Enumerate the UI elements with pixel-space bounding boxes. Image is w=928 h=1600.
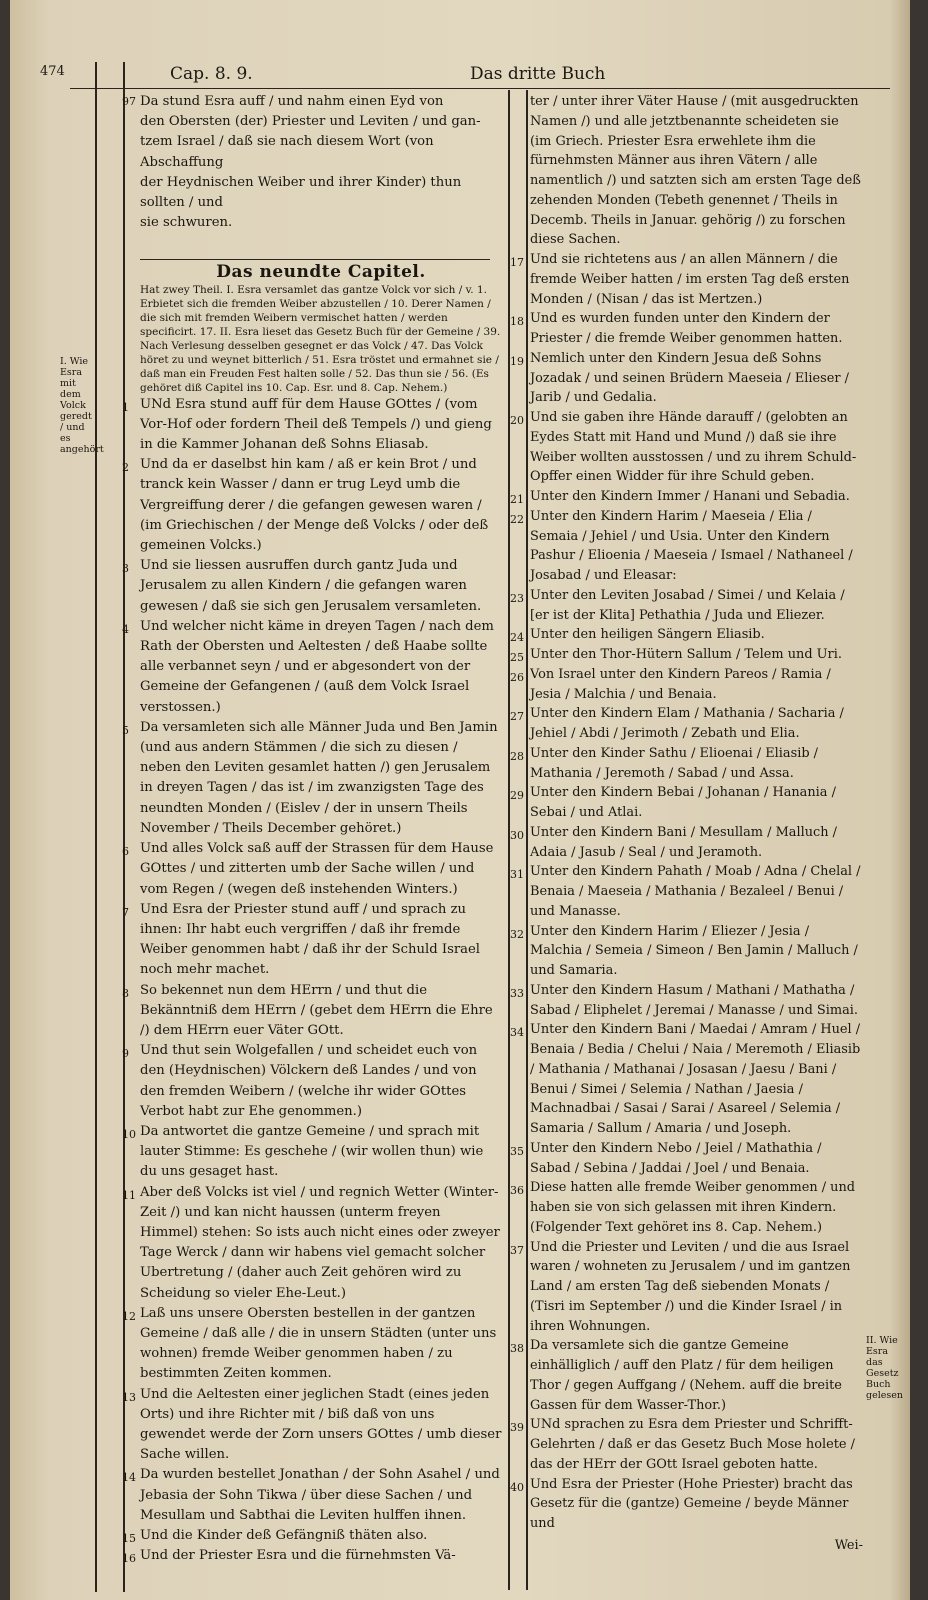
running-title: Cap. 8. 9. [170, 64, 253, 84]
verse [510, 645, 863, 665]
verse [510, 507, 863, 586]
verse-text: Und sie gaben ihre Hände darauff / (gelobten an Eydes Statt mit Hand und Mund /) daß sie ihre Weiber wollten ausstossen / und zu ihrem Schuld-Opffer einen Widder für ihre Schuld geben. [530, 410, 857, 485]
verse-number: 39 [510, 1421, 524, 1435]
verse-text: Und da er daselbst hin kam / aß er kein Brot / und tranck kein Wasser / dann er trug Leyd umb die Vergreiffung derer / die gefangen gewesen waren / (im Griechischen / der Menge deß Volcks / oder deß gemeinen Volcks.) [140, 457, 489, 554]
verse-text: Unter den Leviten Josabad / Simei / und Kelaia / [er ist der Klita] Pethathia / Juda und Eliezer. [530, 587, 845, 623]
verse-text: Von Israel unter den Kindern Pareos / Ramia / Jesia / Malchia / und Benaia. [530, 666, 831, 702]
verse-number: 31 [510, 868, 524, 882]
verse-text: Und es wurden funden unter den Kindern der Priester / die fremde Weiber genommen hatten. [530, 311, 843, 346]
verse [510, 704, 863, 744]
verse-number: 22 [510, 512, 524, 526]
verse-number: 21 [510, 493, 524, 506]
page-header [40, 62, 890, 89]
verse [510, 1415, 863, 1474]
verse-number: 38 [510, 1342, 524, 1356]
verse [122, 1526, 502, 1546]
verse [510, 823, 863, 863]
margin-note-right: II. Wie Esra das Gesetz Buch gelesen [866, 1335, 903, 1401]
right-verses [510, 250, 863, 1534]
verse-number: 29 [510, 789, 524, 803]
verse-text: Aber deß Volcks ist viel / und regnich Wetter (Winter-Zeit /) und kan nicht haussen (unterm freyen Himmel) stehen: So ists auch nicht eines oder zweyer Tage Werck / dann wir habens viel gemacht solcher Ubertretung / (daher auch Zeit gehören wird zu Scheidung so vieler Ehe-Leut.) [140, 1184, 500, 1301]
verse [122, 556, 502, 617]
left-column [122, 92, 502, 1566]
verse-text: Nemlich unter den Kindern Jesua deß Sohns Jozadak / und seinen Brüdern Maeseia / Elieser / Jarib / und Gedalia. [530, 350, 849, 406]
verse [510, 1238, 863, 1337]
verse [122, 395, 502, 456]
verse-number: 6 [122, 845, 129, 859]
verse-number: 24 [510, 631, 524, 645]
verse-number: 11 [122, 1188, 136, 1202]
verse [122, 617, 502, 718]
verse-number: 13 [122, 1390, 136, 1404]
verse [510, 744, 863, 784]
verse-text: Und welcher nicht käme in dreyen Tagen / nach dem Rath der Obersten und Aeltesten / deß Haabe sollte alle verbannet seyn / und er abgesondert von der Gemeine der Gefangenen / (auß dem Volck Israel verstossen.) [140, 618, 494, 715]
center-rule-right [526, 90, 528, 1590]
verse [510, 1020, 863, 1139]
verse-text: UNd sprachen zu Esra dem Priester und Schrifft-Gelehrten / daß er das Gesetz Buch Mose holete / das der HErr der GOtt Israel geboten hatte. [530, 1417, 855, 1472]
verse-text: Unter den Kindern Pahath / Moab / Adna / Chelal / Benaia / Maeseia / Mathania / Bezaleel / Benui / und Manasse. [530, 864, 861, 919]
verse [510, 349, 863, 408]
left-verses [122, 395, 502, 1567]
verse-text: Unter den Thor-Hütern Sallum / Telem und Uri. [530, 647, 842, 662]
verse-text: Unter den Kindern Bebai / Johanan / Hanania / Sebai / und Atlai. [530, 785, 836, 820]
verse [510, 1178, 863, 1237]
verse [510, 487, 863, 507]
verse-text: Unter den Kinder Sathu / Elioenai / Eliasib / Mathania / Jeremoth / Sabad / und Assa. [530, 745, 819, 781]
verse [122, 1385, 502, 1466]
verse [122, 718, 502, 839]
verse [122, 1465, 502, 1526]
left-margin-rule [95, 62, 97, 1592]
verse [122, 455, 502, 556]
verse-text: UNd Esra stund auff für dem Hause GOttes / (vom Vor-Hof oder fordern Theil deß Tempels /) und gieng in die Kammer Johanan deß Sohns Eliasab. [140, 396, 492, 453]
verse [122, 1304, 502, 1385]
verse-text: Unter den Kindern Bani / Mesullam / Malluch / Adaia / Jasub / Seal / und Jeramoth. [530, 824, 837, 860]
verse-text: Und Esra der Priester stund auff / und sprach zu ihnen: Ihr habt euch vergriffen / daß ihr fremde Weiber genommen habt / daß ihr der Schuld Israel noch mehr machet. [140, 901, 481, 978]
verse [122, 1041, 502, 1122]
chapter-title: Das neundte Capitel. [216, 262, 426, 283]
verse-number: 33 [510, 986, 524, 1000]
verse-number: 28 [510, 749, 524, 763]
verse [510, 665, 863, 705]
verse-text: Laß uns unsere Obersten bestellen in der gantzen Gemeine / daß alle / die in unsern Städten (unter uns wohnen) fremde Weiber genommen haben / zu bestimmten Zeiten kommen. [140, 1305, 497, 1382]
book-page [10, 0, 910, 1600]
verse-97-block [122, 92, 502, 233]
verse-number: 36 [510, 1184, 524, 1198]
verse [510, 1336, 863, 1415]
verse-number: 2 [122, 461, 129, 475]
verse-text: Und die Aeltesten einer jeglichen Stadt (eines jeden Orts) und ihre Richter mit / biß daß von uns gewendet werde der Zorn unsers GOttes / umb dieser Sache willen. [140, 1386, 502, 1463]
verse-number: 5 [122, 723, 129, 737]
verse [122, 1546, 502, 1566]
verse-text: Und thut sein Wolgefallen / und scheidet euch von den (Heydnischen) Völckern deß Landes / und von den fremden Weibern / (welche ihr wider GOttes Verbot habt zur Ehe genommen.) [140, 1043, 478, 1119]
verse-text: Da versamleten sich alle Männer Juda und Ben Jamin (und aus andern Stämmen / die sich zu diesen / neben den Leviten gesamlet hatten /) gen Jerusalem in dreyen Tagen / das ist / im zwanzigsten Tage des neundten Monden / (Eislev / der in unsern Theils November / Theils December gehöret.) [140, 719, 498, 836]
book-title: Das dritte Buch [470, 64, 606, 84]
continuation-text: ter / unter ihrer Väter Hause / (mit ausgedruckten Namen /) und alle jetztbenannte scheideten sie (im Griech. Priester Esra erwehlete ihm die fürnehmsten Männer aus ihren Vätern / alle namentlich /) und satzten sich am ersten Tage deß zehenden Monden (Tebeth genennet / Theils in Decemb. Theils in Januar. gehörig /) zu forschen diese Sachen. [530, 94, 861, 248]
verse-text: Unter den Kindern Hasum / Mathani / Mathatha / Sabad / Eliphelet / Jeremai / Manasse / und Simai. [530, 982, 859, 1018]
verse-text: Diese hatten alle fremde Weiber genommen / und haben sie von sich gelassen mit ihren Kindern. (Folgender Text gehöret ins 8. Cap. Nehem.) [530, 1180, 856, 1235]
verse [122, 1122, 502, 1183]
verse-number: 12 [122, 1309, 136, 1323]
verse [510, 625, 863, 645]
verse-text: Da versamlete sich die gantze Gemeine einhälliglich / auff den Platz / für dem heiligen Thor / gegen Auffgang / (Nehem. auff die breite Gassen für dem Wasser-Thor.) [530, 1338, 842, 1413]
margin-note-left: I. Wie Esra mit dem Volck geredt / und es angehört [60, 356, 104, 455]
verse-text: Unter den Kindern Bani / Maedai / Amram / Huel / Benaia / Bedia / Chelui / Naia / Meremoth / Eliasib / Mathania / Mathanai / Josasan / Jaesu / Bani / Benui / Simei / Selemia / Nathan / Jaesia / Machnadbai / Sasai / Sarai / Asareel / Selemia / Samaria / Sallum / Amaria / und Joseph. [530, 1022, 861, 1136]
verse-number: 7 [122, 905, 129, 919]
verse [510, 981, 863, 1021]
verse-text: Da wurden bestellet Jonathan / der Sohn Asahel / und Jebasia der Sohn Tikwa / über diese Sachen / und Mesullam und Sabthai die Leviten hulffen ihnen. [140, 1467, 500, 1523]
verse-number: 18 [510, 315, 524, 329]
verse-text: Da antwortet die gantze Gemeine / und sprach mit lauter Stimme: Es geschehe / (wir wollen thun) wie du uns gesaget hast. [140, 1123, 484, 1180]
verse-number: 32 [510, 927, 524, 941]
verse-number-rule [123, 62, 125, 1592]
verse-number: 19 [510, 354, 524, 368]
verse-text: Unter den Kindern Nebo / Jeiel / Mathathia / Sabad / Sebina / Jaddai / Joel / und Benaia. [530, 1140, 822, 1176]
right-column [510, 92, 863, 1556]
verse-number: 37 [510, 1243, 524, 1257]
verse-number: 26 [510, 670, 524, 684]
verse [510, 1139, 863, 1179]
verse-number: 17 [510, 256, 524, 269]
verse-text: Und alles Volck saß auff der Strassen für dem Hause GOttes / und zitterten umb der Sache willen / und vom Regen / (wegen deß instehenden Winters.) [140, 841, 494, 897]
verse [510, 922, 863, 981]
verse [510, 408, 863, 487]
verse-text: Unter den heiligen Sängern Eliasib. [530, 627, 765, 643]
verse [122, 900, 502, 981]
catchword: Wei- [834, 1537, 863, 1553]
verse-97-line: sie schwuren. [140, 215, 233, 231]
verse-text: Und Esra der Priester (Hohe Priester) bracht das Gesetz für die (gantze) Gemeine / beyde Männer und [530, 1476, 853, 1531]
verse-text: Und sie liessen ausruffen durch gantz Juda und Jerusalem zu allen Kindern / die gefangen waren gewesen / daß sie sich gen Jerusalem versamleten. [140, 558, 482, 614]
verse [122, 1183, 502, 1304]
verse [122, 839, 502, 900]
verse-97-line: tzem Israel / daß sie nach diesem Wort (von Abschaffung [140, 134, 434, 170]
verse-text: Und sie richtetens aus / an allen Männern / die fremde Weiber hatten / im ersten Tag deß ersten Monden / (Nisan / das ist Mertzen.) [530, 252, 850, 307]
verse-number: 25 [510, 651, 524, 664]
verse [122, 981, 502, 1042]
verse-number: 14 [122, 1471, 136, 1485]
verse-text: Unter den Kindern Harim / Maeseia / Elia / Semaia / Jehiel / und Usia. Unter den Kindern Pashur / Elioenia / Maeseia / Ismael / Nathaneel / Josabad / und Eleasar: [530, 508, 853, 583]
verse-number: 1 [122, 400, 129, 414]
verse [510, 309, 863, 349]
verse-number: 30 [510, 828, 524, 842]
verse-number: 8 [122, 986, 129, 1000]
verse-number: 40 [510, 1480, 524, 1494]
verse-text: Und die Kinder deß Gefängniß thäten also. [140, 1528, 428, 1543]
verse [510, 586, 863, 626]
verse [510, 862, 863, 921]
verse-97-line: Da stund Esra auff / und nahm einen Eyd von [140, 94, 444, 109]
verse-text: Unter den Kindern Harim / Eliezer / Jesia / Malchia / Semeia / Simeon / Ben Jamin / Malluch / und Samaria. [530, 923, 858, 978]
page-number: 474 [40, 64, 65, 79]
verse-number: 97 [122, 95, 136, 108]
verse-number: 9 [122, 1047, 129, 1061]
verse-number: 3 [122, 562, 129, 576]
verse-number: 15 [122, 1532, 136, 1545]
chapter-divider [140, 259, 490, 260]
verse-number: 20 [510, 414, 524, 427]
verse-number: 10 [122, 1127, 136, 1141]
verse-text: Unter den Kindern Elam / Mathania / Sacharia / Jehiel / Abdi / Jerimoth / Zebath und Elia. [530, 706, 844, 741]
verse [510, 1475, 863, 1534]
verse-text: So bekennet nun dem HErrn / und thut die Bekänntniß dem HErrn / (gebet dem HErrn die Ehre /) dem HErrn euer Väter GOtt. [140, 982, 493, 1038]
verse-97-line: den Obersten (der) Priester und Leviten / und gan- [140, 114, 481, 130]
chapter-summary: Hat zwey Theil. I. Esra versamlet das gantze Volck vor sich / v. 1. Erbietet sich die fremden Weiber abzustellen / 10. Derer Namen / die sich mit fremden Weibern vermischet hatten / werden specificirt. 17. II. Esra lieset das Gesetz Buch für der Gemeine / 39. Nach Verlesung desselben gesegnet er das Volck / 47. Das Volck höret zu und weynet bitterlich / 51. Esra tröstet und ermahnet sie / daß man ein Freuden Fest halten solle / 52. Das thun sie / 56. (Es gehöret diß Capitel ins 10. Cap. Esr. und 8. Cap. Nehem.) [140, 283, 501, 394]
verse [510, 250, 863, 309]
verse-number: 34 [510, 1026, 524, 1040]
verse-text: Unter den Kindern Immer / Hanani und Sebadia. [530, 489, 850, 504]
verse-number: 16 [122, 1552, 136, 1566]
verse-number: 27 [510, 710, 524, 724]
verse-97-line: der Heydnischen Weiber und ihrer Kinder) thun sollten / und [140, 174, 462, 211]
verse-number: 23 [510, 591, 524, 605]
verse-text: Und der Priester Esra und die fürnehmsten Vä- [140, 1548, 456, 1564]
verse-number: 4 [122, 622, 129, 636]
verse [510, 783, 863, 823]
verse-text: Und die Priester und Leviten / und die aus Israel waren / wohneten zu Jerusalem / und im gantzen Land / am ersten Tag deß siebenden Monats / (Tisri im September /) und die Kinder Israel / in ihren Wohnungen. [530, 1239, 851, 1334]
verse-number: 35 [510, 1144, 524, 1158]
